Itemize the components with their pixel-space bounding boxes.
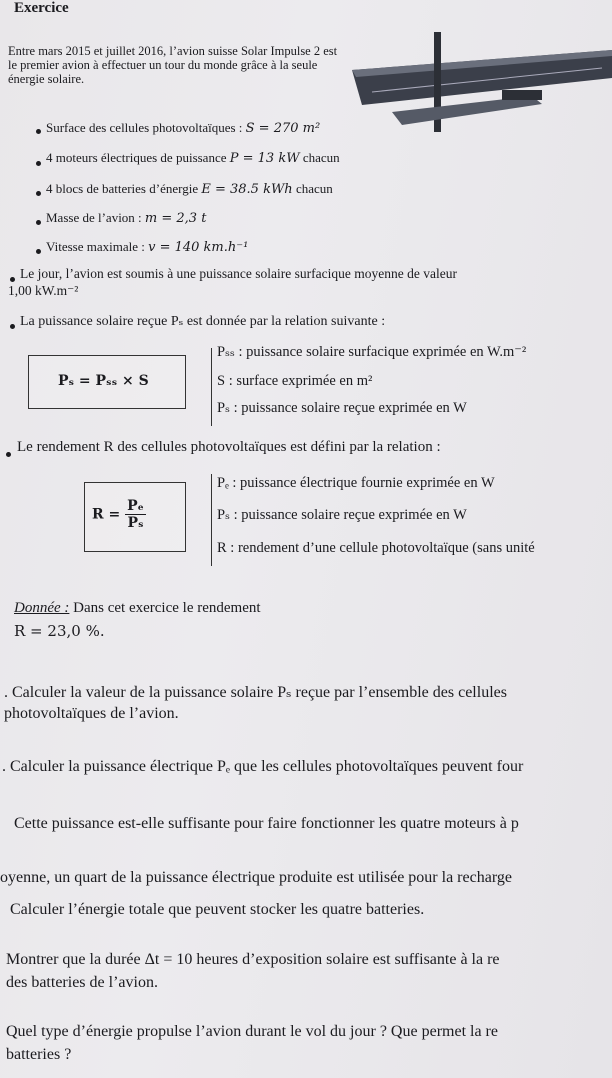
- question-1-line1: . Calculer la valeur de la puissance solaire Pₛ reçue par l’ensemble des cellules: [4, 684, 507, 701]
- bullet-suffix: chacun: [299, 150, 340, 165]
- bullet-dot: [36, 249, 41, 254]
- bullet-label: 4 moteurs électriques de puissance: [46, 150, 230, 165]
- formula-r-numerator: Pₑ: [127, 498, 144, 514]
- question-6-line2: des batteries de l’avion.: [6, 974, 158, 991]
- bullet-dot: [10, 277, 15, 282]
- bullet-dot: [36, 129, 41, 134]
- formula-r-fraction: [125, 498, 146, 531]
- bullet-dot: [36, 191, 41, 196]
- formula-divider: [211, 348, 212, 426]
- question-1-line2: photovoltaïques de l’avion.: [4, 705, 179, 722]
- bullet-vitesse: [46, 239, 248, 255]
- question-6-line1: Montrer que la durée Δt = 10 heures d’exposition solaire est suffisante à la re: [6, 951, 500, 968]
- bullet-label: Vitesse maximale :: [46, 239, 149, 254]
- bullet-surface: [46, 120, 320, 136]
- bullet-dot: [36, 220, 41, 225]
- bullet-jour-line2: 1,00 kW.m⁻²: [8, 283, 79, 298]
- bullet-masse: [46, 210, 206, 226]
- def-ps: Pₛ : puissance solaire reçue exprimée en W: [217, 400, 467, 416]
- def-s: S : surface exprimée en m²: [217, 373, 373, 389]
- solar-impulse-plane-image: [352, 30, 612, 135]
- bullet-label: 4 blocs de batteries d’énergie: [46, 181, 202, 196]
- question-2: . Calculer la puissance électrique Pₑ que les cellules photovoltaïques peuvent four: [2, 758, 524, 775]
- intro-paragraph: Entre mars 2015 et juillet 2016, l’avion suisse Solar Impulse 2 est le premier avion à effectuer un tour du monde grâce à la seule énergie solaire.: [8, 44, 338, 86]
- question-3: Cette puissance est-elle suffisante pour faire fonctionner les quatre moteurs à p: [14, 815, 519, 832]
- bullet-value: S = 270 m²: [245, 121, 321, 136]
- rendement-intro: Le rendement R des cellules photovoltaïques est défini par la relation :: [17, 439, 441, 455]
- bullet-relation: La puissance solaire reçue Pₛ est donnée par la relation suivante :: [20, 314, 386, 329]
- bullet-dot: [36, 161, 41, 166]
- bullet-dot: [6, 452, 11, 457]
- bullet-value: P = 13 kW: [229, 151, 300, 166]
- formula-r: [92, 498, 146, 531]
- bullet-label: Masse de l’avion :: [46, 210, 145, 225]
- def-pe: Pₑ : puissance électrique fournie exprimée en W: [217, 475, 495, 491]
- bullet-value: m = 2,3 t: [144, 211, 207, 226]
- def-pss: Pₛₛ : puissance solaire surfacique exprimée en W.m⁻²: [217, 344, 527, 360]
- bullet-moteurs: [46, 150, 340, 166]
- question-4: oyenne, un quart de la puissance électrique produite est utilisée pour la recharge: [0, 869, 512, 886]
- question-7-line1: Quel type d’énergie propulse l’avion durant le vol du jour ? Que permet la re: [6, 1023, 498, 1040]
- donnee-text: Dans cet exercice le rendement: [69, 600, 261, 616]
- donnee-label: Donnée :: [14, 600, 70, 616]
- donnee-line: [14, 600, 261, 617]
- bullet-value: E = 38.5 kWh: [201, 182, 293, 197]
- question-5: Calculer l’énergie totale que peuvent stocker les quatre batteries.: [10, 901, 425, 918]
- exercise-title: Exercice: [14, 0, 69, 16]
- donnee-value: R = 23,0 %.: [14, 622, 105, 640]
- formula-r-lhs: R =: [92, 506, 121, 523]
- formula-r-denominator: Pₛ: [127, 515, 144, 531]
- bullet-value: v = 140 km.h⁻¹: [148, 240, 249, 255]
- def-ps-2: Pₛ : puissance solaire reçue exprimée en W: [217, 507, 467, 523]
- bullet-label: Surface des cellules photovoltaïques :: [46, 120, 246, 135]
- bullet-suffix: chacun: [292, 181, 333, 196]
- bullet-dot: [10, 324, 15, 329]
- def-r: R : rendement d’une cellule photovoltaïque (sans unité: [217, 540, 535, 556]
- bullet-jour-line1: Le jour, l’avion est soumis à une puissance solaire surfacique moyenne de valeur: [20, 266, 457, 281]
- formula-ps: Pₛ = Pₛₛ × S: [58, 373, 149, 389]
- bullet-batteries: [46, 181, 333, 197]
- question-7-line2: batteries ?: [6, 1046, 72, 1063]
- formula-divider: [211, 474, 212, 566]
